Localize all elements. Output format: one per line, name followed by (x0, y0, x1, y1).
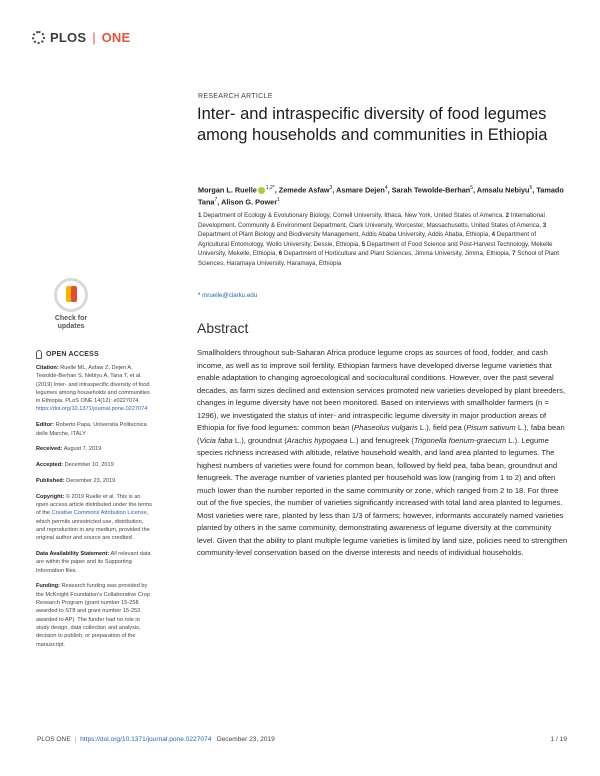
affiliation-text: Department of Agricultural Entomology, Wollo University, Dessie, Ethiopia, (198, 231, 537, 248)
abstract-text: Smallholders throughout sub-Saharan Africa produce legume crops as sources of food, fodder, and cash income, as well as to improve soil fertility. Ethiopian farmers have developed diverse legume varieties that enable adaptation to changing agroecological and sociocultural conditions. However, over the past several decades, as farm sizes declined and extension services promoted new varieties developed by plant breeders, changes in legume diversity have not been monitored. Based on interviews with smallholder farmers (n = 1296), we investigated the status of inter- and intraspecific legume diversity in major production areas of Ethiopia for five food legumes: common bean ( (197, 348, 566, 432)
species-name: Phaseolus vulgaris (354, 423, 418, 432)
editor-label: Editor: (36, 422, 55, 429)
article-type: RESEARCH ARTICLE (198, 93, 273, 100)
orcid-icon[interactable] (258, 187, 265, 194)
affiliation-text: Department of Horticulture and Plant Sciences, Jimma University, Jimma, Ethiopia, (283, 250, 511, 258)
abstract-text: L.), groundnut ( (232, 435, 287, 445)
corresponding-email (198, 292, 257, 299)
species-name: Trigonella foenum-graecum (413, 435, 507, 445)
author-affil-sup: 3 (329, 185, 333, 191)
affiliation-text: School of Plant Sciences, Haramaya University, Haramaya, Ethiopia (198, 250, 559, 267)
article-title: Inter- and intraspecific diversity of food legumes among households and communities in Ethiopia (197, 105, 548, 144)
affiliation-number: 6 (278, 250, 283, 258)
affiliation-number: 1 (198, 212, 202, 219)
citation (36, 364, 154, 414)
author-affil-sup: 6 (529, 185, 533, 191)
license-link[interactable]: Creative Commons Attribution License (51, 510, 147, 517)
affiliation-text: Department of Food Science and Post-Harvest Technology, Mekelle University, Mekelle, Ethiopia, (198, 240, 553, 258)
data-availability-label: Data Availability Statement: (36, 551, 110, 558)
email-link[interactable]: mruelle@clarku.edu (202, 292, 258, 299)
plos-logo-icon (32, 31, 45, 44)
footer-doi-link[interactable]: https://doi.org/10.1371/journal.pone.0227074 (80, 736, 212, 743)
author-name[interactable]: Zemede Asfaw (278, 185, 330, 195)
footer-separator: | (74, 736, 77, 743)
page-number: 1 / 19 (550, 736, 567, 743)
logo-one-text: ONE (101, 30, 131, 45)
citation-text: Ruelle ML, Asfaw Z, Dejen A, Tewolde-Berhan S, Nebiyu A, Tana T, et al. (2019) Inter- and intraspecific diversity of food legumes among households and communities in Ethiopia. PLoS ONE 14(12): e0227074. (36, 365, 150, 405)
abstract-text: L.), faba bean ( (197, 423, 565, 445)
author-affil-sup: 5 (470, 185, 473, 191)
updates-icon (54, 278, 88, 312)
plos-one-logo (32, 30, 130, 45)
author-affil-sup: 1,2 (265, 185, 273, 191)
author-affil-sup: 7 (214, 197, 218, 204)
data-availability (36, 550, 154, 575)
citation-doi-link[interactable]: https://doi.org/10.1371/journal.pone.0227074 (36, 406, 148, 413)
affiliations (198, 211, 563, 269)
funding (36, 582, 154, 648)
abstract-heading: Abstract (197, 320, 249, 336)
affiliation-text: Department of Ecology & Evolutionary Biology, Cornell University, Ithaca, New York, United States of America, (203, 212, 504, 219)
updates-line2: updates (57, 323, 85, 330)
published-date (36, 477, 154, 485)
check-for-updates-badge[interactable] (46, 278, 96, 338)
data-availability-text: All relevant data are within the paper and its Supporting Information files. (36, 551, 151, 574)
updates-line1: Check for (54, 315, 88, 322)
logo-plos-text: PLOS (50, 30, 87, 45)
open-access-label: OPEN ACCESS (46, 351, 99, 358)
citation-label: Citation: (36, 365, 59, 371)
copyright-text: © 2019 Ruelle et al. This is an open access article distributed under the terms of the (36, 493, 152, 517)
editor-text: Roberto Papa, Universita Politecnica delle Marche, ITALY (36, 422, 147, 437)
received-value: August 7, 2019 (63, 446, 102, 453)
copyright-text: , which permits unrestricted use, distribution, and reproduction in any medium, provided the original author and source are credited. (36, 510, 150, 542)
species-name: Arachis hypogaea (286, 435, 348, 445)
author-affil-sup: 1 (277, 197, 280, 204)
article-metadata-sidebar (36, 364, 154, 656)
published-value: December 23, 2019 (66, 477, 116, 484)
abstract-text: L.). Legume species richness increased with altitude, relative household wealth, and land area planted to legumes. The highest numbers of varieties were found for common bean, followed by field pea, faba bean, groundnut and fenugreek. The average number of varieties planted per household was low (ranging from 1 to 2) and often much lower than the number reported in the same community or zone, which ranged from 2 to 18. For three out of the five species, the number of varieties significantly increased with total land area planted to legumes. Most varieties were rare, planted by less than 1/3 of farmers; however, informants accurately named varieties planted by others in the same community, demonstrating awareness of legume diversity at the community level. Given that the ability to plant multiple legume varieties is limited by land size, policies need to strengthen community-level conservation based on the diverse interests and needs of individual households. (197, 435, 568, 557)
received-label: Received: (36, 446, 63, 453)
affiliation-text: International Development, Community & Environment Department, Clark University, Worcester, Massachusetts, United States of America, (198, 212, 545, 229)
accepted-value: December 10, 2019 (64, 462, 114, 469)
accepted-date (36, 461, 154, 469)
open-access (36, 350, 99, 359)
email-star: * (198, 292, 201, 299)
affiliation-text: Department of Plant Biology and Biodiversity Management, Addis Ababa University, Addis Ababa, Ethiopia, (198, 231, 490, 239)
affiliation-number: 3 (542, 221, 547, 229)
funding-label: Funding: (36, 583, 60, 590)
species-name: Vicia faba (199, 435, 233, 445)
affiliation-number: 2 (505, 212, 510, 219)
author-name[interactable]: Amsalu Nebiyu (476, 185, 530, 195)
abstract-body (197, 347, 569, 560)
abstract-text: L.) and fenugreek ( (347, 435, 414, 445)
abstract-text: L.), field pea ( (417, 423, 467, 432)
published-label: Published: (36, 477, 65, 484)
author-name[interactable]: Sarah Tewolde-Berhan (391, 185, 471, 195)
logo-separator: | (92, 30, 96, 45)
open-lock-icon (36, 350, 42, 359)
footer-date: December 23, 2019 (216, 736, 275, 743)
corresponding-mark: * (272, 185, 275, 191)
species-name: Pisum sativum (466, 423, 516, 432)
affiliation-number: 5 (361, 240, 366, 248)
copyright (36, 493, 154, 543)
copyright-label: Copyright: (36, 493, 65, 500)
editor (36, 421, 154, 438)
affiliation-number: 7 (512, 250, 516, 258)
received-date (36, 445, 154, 453)
accepted-label: Accepted: (36, 462, 64, 469)
page-footer (37, 736, 567, 743)
footer-journal: PLOS ONE (37, 736, 71, 743)
author-name[interactable]: Morgan L. Ruelle (198, 185, 257, 195)
funding-text: Research funding was provided by the McKnight Foundation's Collaborative Crop Research Program (grant number 15-258 awarded to ST8 and grant number 15-253 awarded to AP). The funder had no role in study design, data collection and analysis, decision to publish, or preparation of the manuscript. (36, 583, 150, 648)
author-list: Morgan L. Ruelle $^{1,2*}$, Zemede Asfaw$^3$, Asmare Dejen$^4$, Sarah Tewolde-Berhan$^5$, Amsalu Nebiyu$^6$, Tamado Tana$^7$, Alison G. Power$^1$ (198, 185, 564, 207)
author-affil-sup: 4 (384, 185, 388, 191)
author-name[interactable]: Tamado Tana (198, 185, 564, 207)
author-name[interactable]: Asmare Dejen (336, 185, 385, 195)
affiliation-number: 4 (491, 231, 496, 239)
author-name[interactable]: Alison G. Power (221, 197, 278, 207)
